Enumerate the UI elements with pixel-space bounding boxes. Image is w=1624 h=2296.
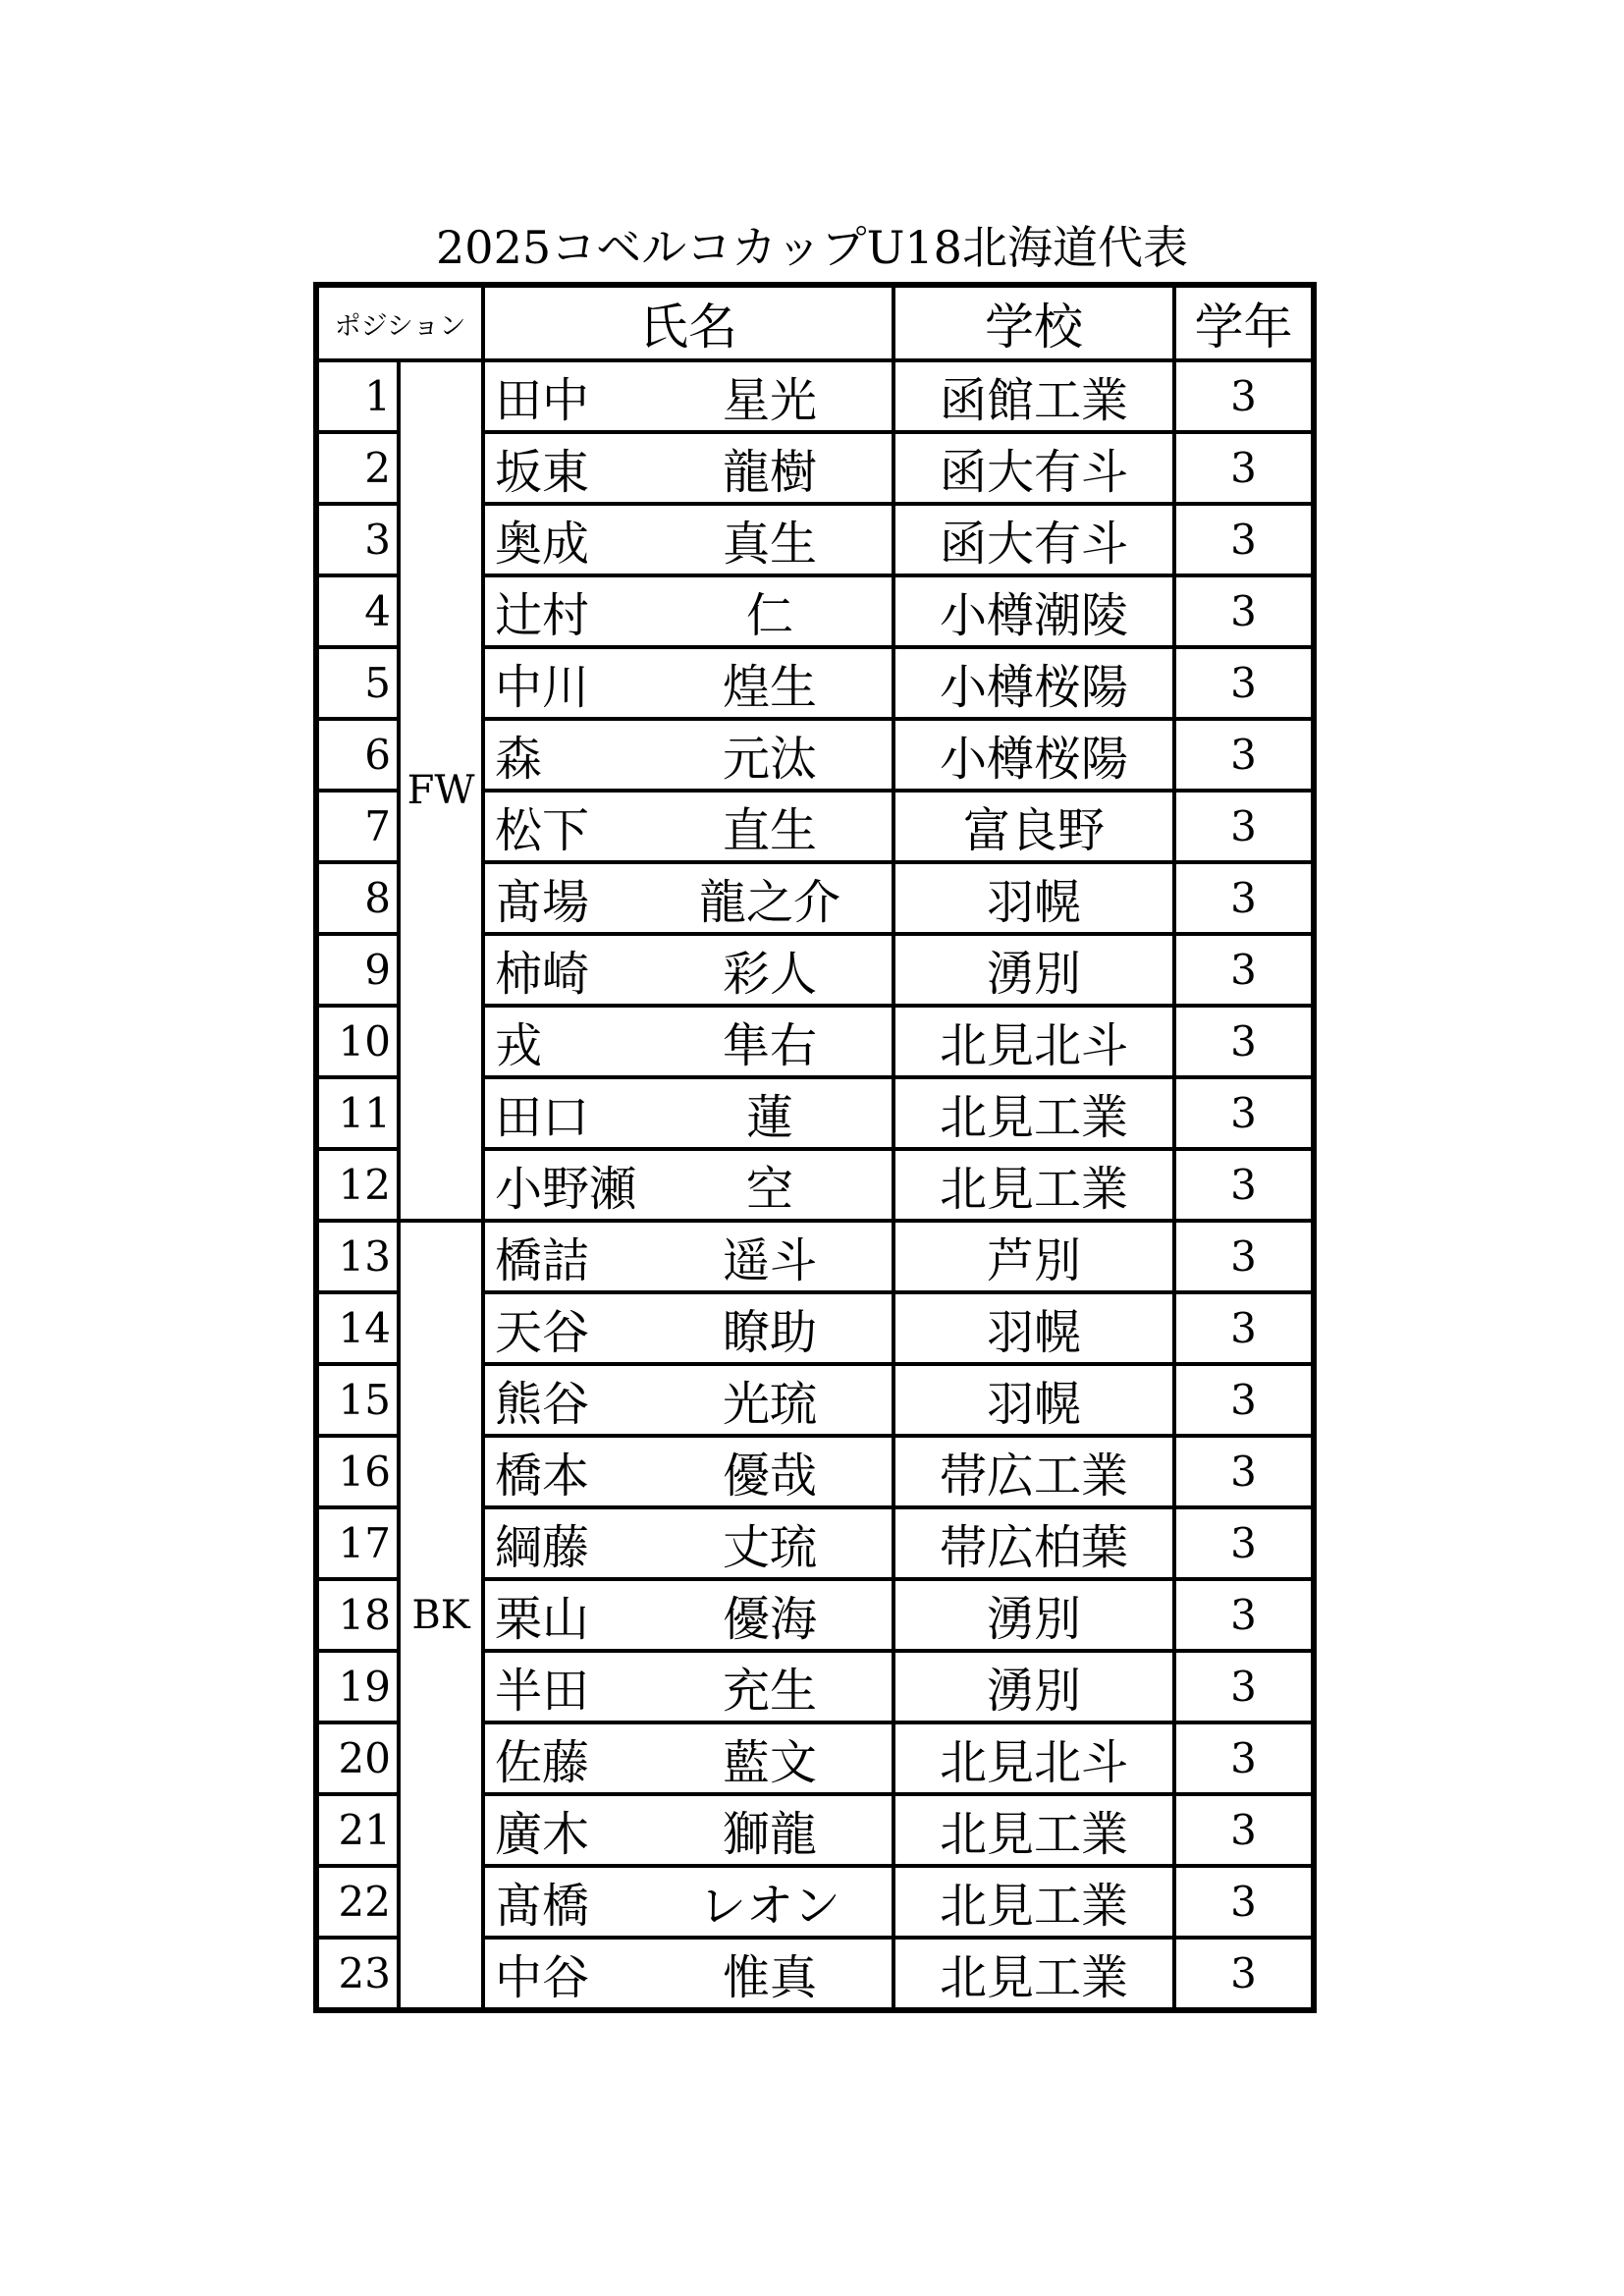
school-name: 小樽潮陵 [893, 575, 1174, 647]
player-name [483, 1866, 893, 1938]
player-name [483, 1292, 893, 1364]
grade: 3 [1174, 1077, 1314, 1149]
player-number: 5 [316, 647, 399, 719]
family-name: 橋本 [495, 1449, 590, 1503]
family-name: 熊谷 [495, 1377, 590, 1432]
player-number: 3 [316, 504, 399, 575]
player-number: 2 [316, 432, 399, 504]
family-name: 中川 [495, 660, 590, 715]
player-name [483, 719, 893, 791]
given-name: 星光 [723, 373, 818, 428]
grade: 3 [1174, 1938, 1314, 2010]
grade: 3 [1174, 432, 1314, 504]
player-name [483, 1938, 893, 2010]
grade: 3 [1174, 1651, 1314, 1722]
school-name: 芦別 [893, 1221, 1174, 1292]
school-name: 函館工業 [893, 360, 1174, 432]
player-name [483, 1221, 893, 1292]
player-number: 14 [316, 1292, 399, 1364]
given-name: 龍之介 [699, 875, 841, 930]
given-name: 光琉 [723, 1377, 818, 1432]
player-number: 19 [316, 1651, 399, 1722]
family-name: 半田 [495, 1664, 590, 1719]
grade: 3 [1174, 1292, 1314, 1364]
player-number: 7 [316, 791, 399, 862]
school-name: 函大有斗 [893, 504, 1174, 575]
player-name [483, 1364, 893, 1436]
player-name [483, 791, 893, 862]
grade: 3 [1174, 575, 1314, 647]
player-name [483, 1722, 893, 1794]
school-name: 湧別 [893, 934, 1174, 1006]
school-name: 富良野 [893, 791, 1174, 862]
given-name: レオン [699, 1879, 841, 1934]
school-name: 羽幌 [893, 1292, 1174, 1364]
position-group-1: BK [399, 1221, 483, 2010]
school-name: 北見工業 [893, 1866, 1174, 1938]
family-name: 廣木 [495, 1807, 590, 1862]
given-name: 元汰 [723, 732, 818, 787]
grade: 3 [1174, 1149, 1314, 1221]
given-name: 龍樹 [723, 445, 818, 500]
school-name: 北見工業 [893, 1794, 1174, 1866]
player-number: 18 [316, 1579, 399, 1651]
grade: 3 [1174, 1006, 1314, 1077]
given-name: 充生 [723, 1664, 818, 1719]
grade: 3 [1174, 1722, 1314, 1794]
family-name: 森 [495, 732, 543, 787]
school-name: 北見北斗 [893, 1722, 1174, 1794]
given-name: 優哉 [723, 1449, 818, 1503]
player-number: 17 [316, 1507, 399, 1579]
player-name [483, 1077, 893, 1149]
given-name: 真生 [723, 517, 818, 572]
player-number: 1 [316, 360, 399, 432]
player-name [483, 432, 893, 504]
player-name [483, 1006, 893, 1077]
player-number: 13 [316, 1221, 399, 1292]
grade: 3 [1174, 719, 1314, 791]
given-name: 優海 [723, 1592, 818, 1647]
grade: 3 [1174, 504, 1314, 575]
player-number: 15 [316, 1364, 399, 1436]
school-name: 帯広工業 [893, 1436, 1174, 1507]
given-name: 煌生 [723, 660, 818, 715]
school-name: 北見工業 [893, 1149, 1174, 1221]
family-name: 小野瀬 [495, 1162, 637, 1217]
school-name: 湧別 [893, 1579, 1174, 1651]
school-name: 羽幌 [893, 1364, 1174, 1436]
given-name: 瞭助 [723, 1305, 818, 1360]
grade: 3 [1174, 862, 1314, 934]
family-name: 髙場 [495, 875, 590, 930]
school-name: 函大有斗 [893, 432, 1174, 504]
family-name: 髙橋 [495, 1879, 590, 1934]
family-name: 綱藤 [495, 1520, 590, 1575]
player-number: 22 [316, 1866, 399, 1938]
player-name [483, 1149, 893, 1221]
player-name [483, 1579, 893, 1651]
school-name: 小樽桜陽 [893, 719, 1174, 791]
family-name: 戎 [495, 1018, 543, 1073]
school-name: 小樽桜陽 [893, 647, 1174, 719]
player-number: 6 [316, 719, 399, 791]
family-name: 柿崎 [495, 947, 590, 1002]
player-name [483, 504, 893, 575]
family-name: 佐藤 [495, 1735, 590, 1790]
given-name: 彩人 [723, 947, 818, 1002]
player-name [483, 1794, 893, 1866]
given-name: 仁 [746, 588, 794, 643]
player-number: 20 [316, 1722, 399, 1794]
given-name: 藍文 [723, 1735, 818, 1790]
given-name: 隼右 [723, 1018, 818, 1073]
given-name: 蓮 [746, 1090, 794, 1145]
family-name: 中谷 [495, 1950, 590, 2005]
school-name: 羽幌 [893, 862, 1174, 934]
player-number: 23 [316, 1938, 399, 2010]
player-number: 21 [316, 1794, 399, 1866]
school-name: 北見工業 [893, 1077, 1174, 1149]
given-name: 空 [746, 1162, 794, 1217]
player-name [483, 934, 893, 1006]
player-number: 8 [316, 862, 399, 934]
table-row [316, 360, 1314, 432]
family-name: 田口 [495, 1090, 590, 1145]
table-row [316, 1221, 1314, 1292]
name-header: 氏名 [483, 285, 893, 360]
school-name: 北見北斗 [893, 1006, 1174, 1077]
given-name: 直生 [723, 803, 818, 858]
player-name [483, 1436, 893, 1507]
player-number: 9 [316, 934, 399, 1006]
position-header: ポジション [316, 285, 483, 360]
player-number: 12 [316, 1149, 399, 1221]
family-name: 栗山 [495, 1592, 590, 1647]
grade: 3 [1174, 647, 1314, 719]
school-header: 学校 [893, 285, 1174, 360]
school-name: 帯広柏葉 [893, 1507, 1174, 1579]
player-name [483, 862, 893, 934]
family-name: 橋詰 [495, 1233, 590, 1288]
grade: 3 [1174, 1866, 1314, 1938]
player-number: 10 [316, 1006, 399, 1077]
grade: 3 [1174, 1221, 1314, 1292]
grade: 3 [1174, 791, 1314, 862]
given-name: 丈琉 [723, 1520, 818, 1575]
given-name: 獅龍 [723, 1807, 818, 1862]
grade: 3 [1174, 934, 1314, 1006]
player-name [483, 1507, 893, 1579]
given-name: 惟真 [723, 1950, 818, 2005]
school-name: 湧別 [893, 1651, 1174, 1722]
grade: 3 [1174, 1579, 1314, 1651]
family-name: 田中 [495, 373, 590, 428]
page-title: 2025コベルコカップU18北海道代表 [436, 221, 1188, 274]
roster-body [316, 360, 1314, 2010]
player-number: 11 [316, 1077, 399, 1149]
grade-header: 学年 [1174, 285, 1314, 360]
player-name [483, 1651, 893, 1722]
school-name: 北見工業 [893, 1938, 1174, 2010]
player-name [483, 575, 893, 647]
family-name: 松下 [495, 803, 590, 858]
player-number: 16 [316, 1436, 399, 1507]
family-name: 天谷 [495, 1305, 590, 1360]
player-number: 4 [316, 575, 399, 647]
grade: 3 [1174, 1794, 1314, 1866]
grade: 3 [1174, 1507, 1314, 1579]
family-name: 坂東 [495, 445, 590, 500]
header-row [316, 285, 1314, 360]
grade: 3 [1174, 1436, 1314, 1507]
position-group-0: FW [399, 360, 483, 1221]
grade: 3 [1174, 360, 1314, 432]
given-name: 遥斗 [723, 1233, 818, 1288]
player-name [483, 360, 893, 432]
player-name [483, 647, 893, 719]
family-name: 辻村 [495, 588, 590, 643]
family-name: 奥成 [495, 517, 590, 572]
roster-table [313, 282, 1317, 2013]
grade: 3 [1174, 1364, 1314, 1436]
